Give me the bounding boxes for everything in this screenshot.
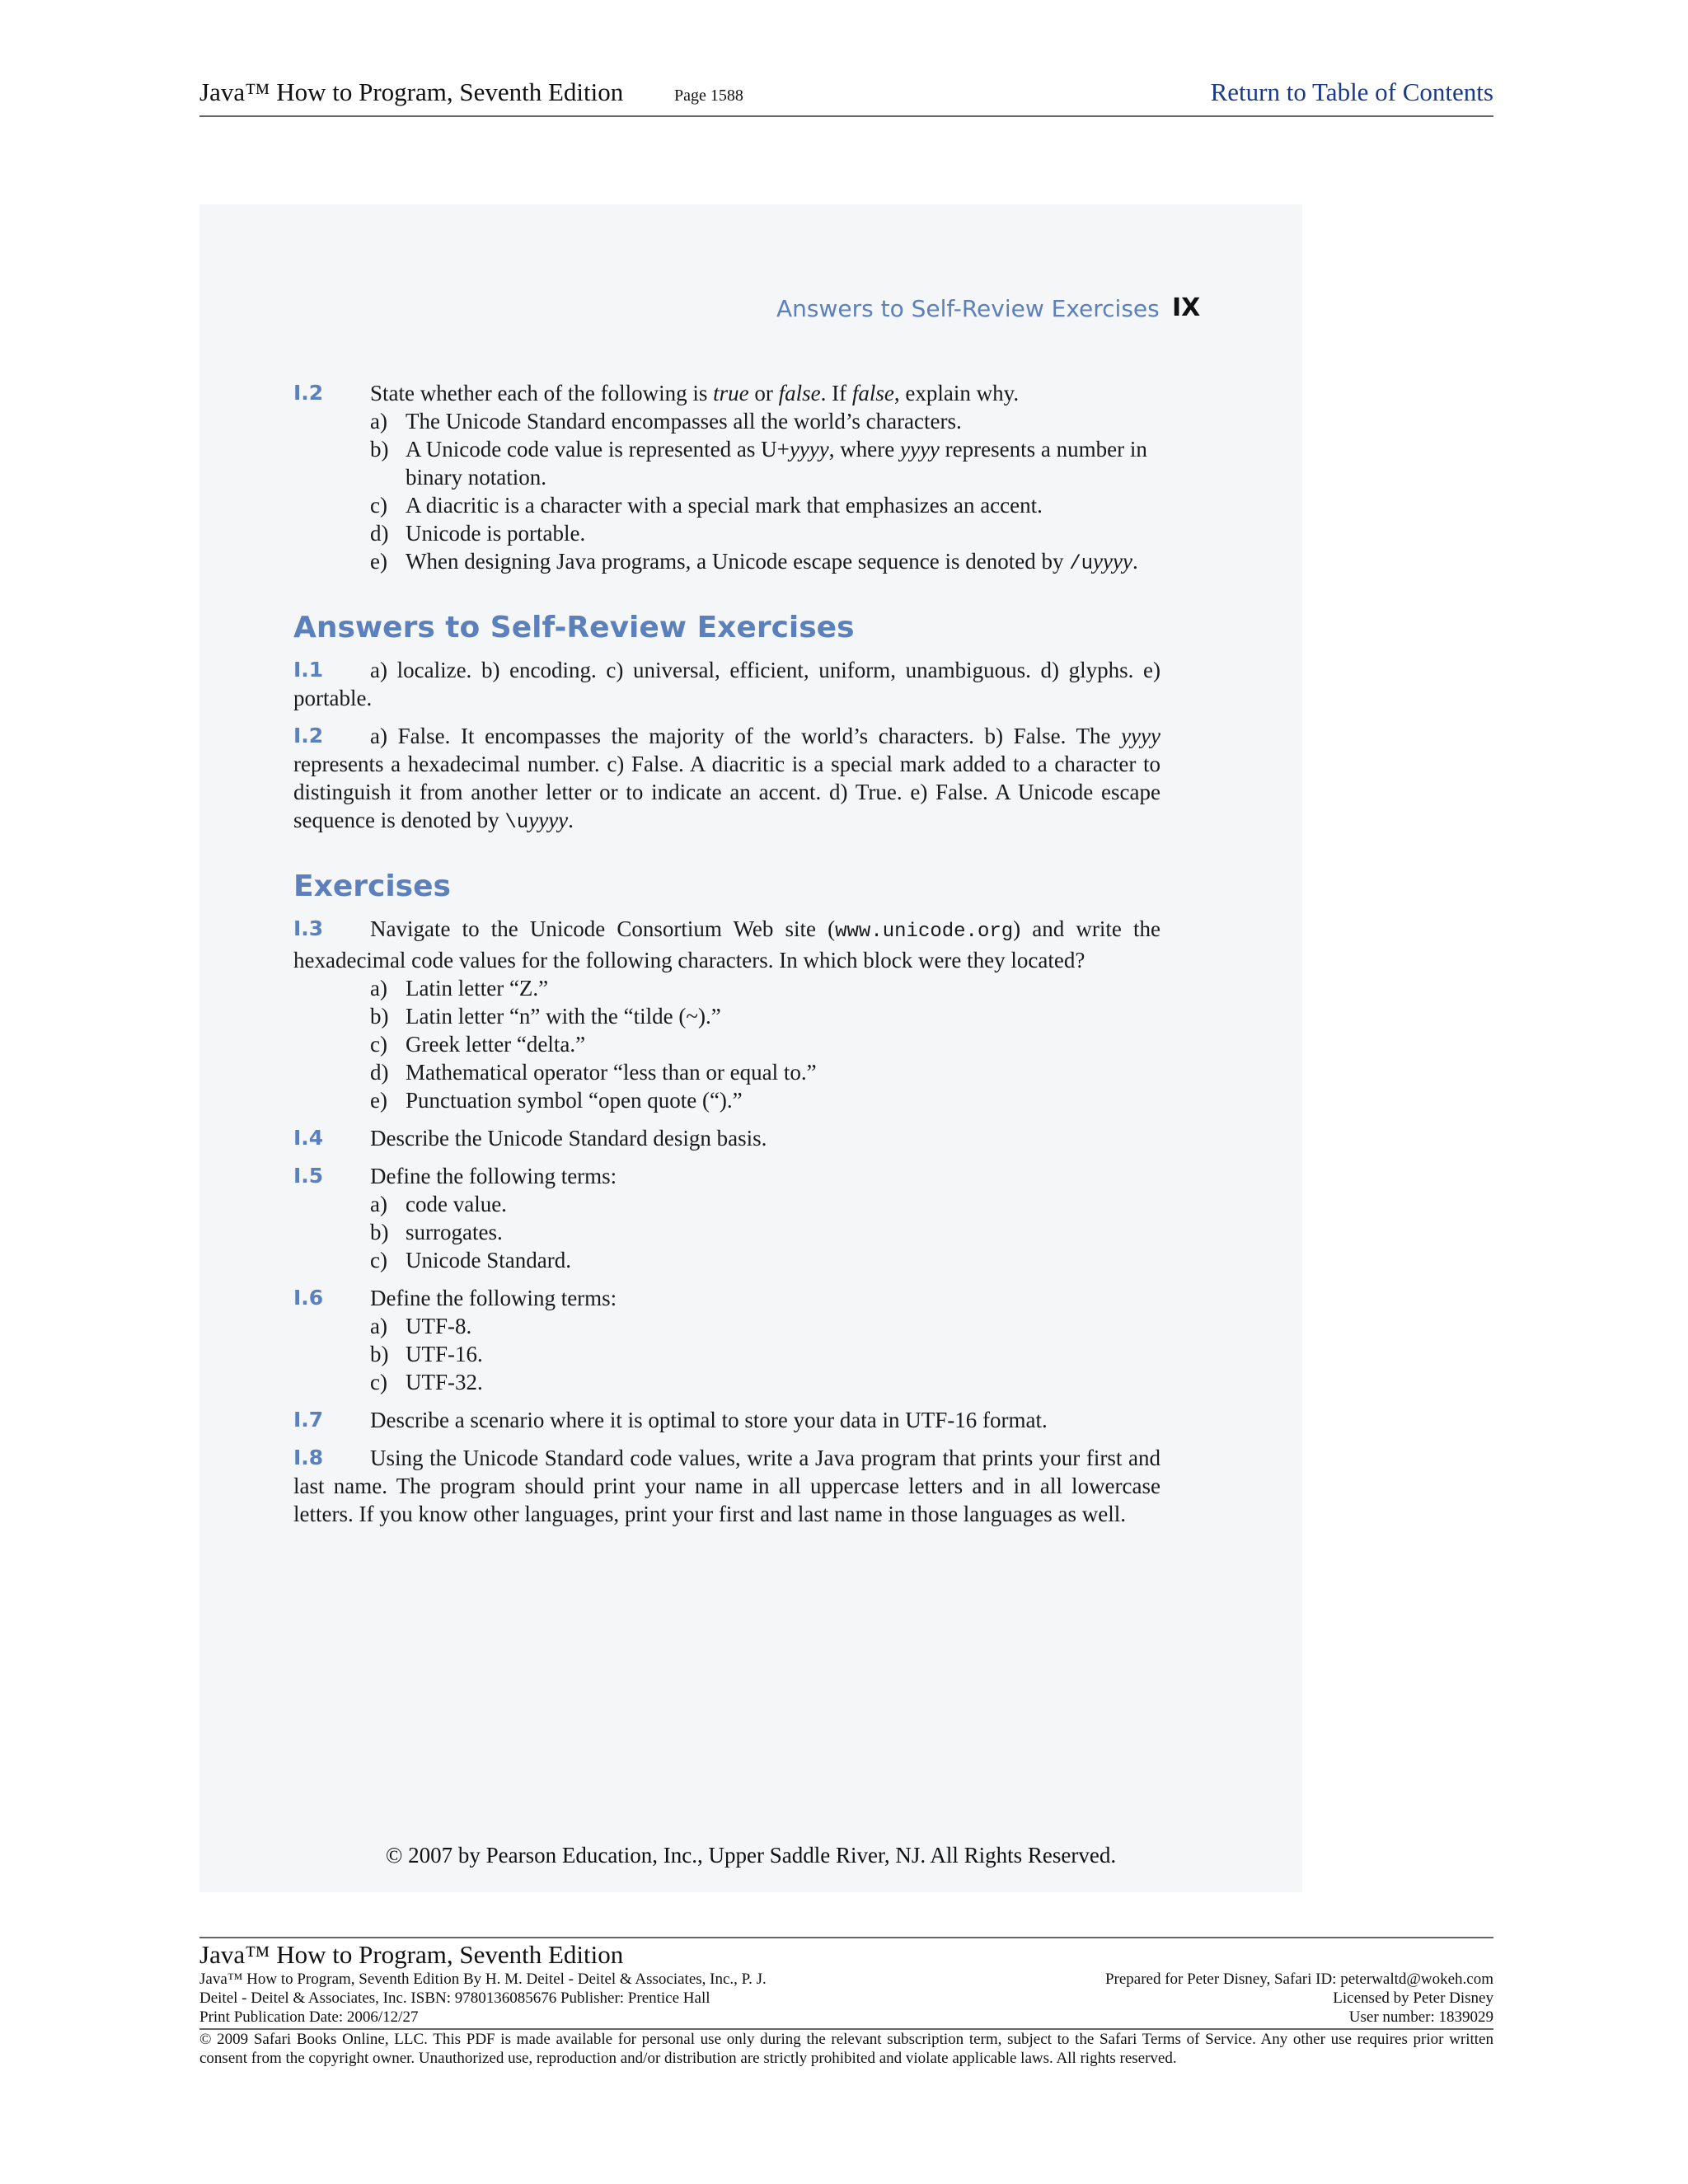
list-item: c) Unicode Standard. <box>370 1248 571 1272</box>
footer-row <box>199 1989 1493 2008</box>
exercise-text: Navigate to the Unicode Consortium Web site (www.unicode.org) and write the hexadecimal code values for the following characters. In which block were they located? <box>293 916 1160 972</box>
page-header <box>199 76 1493 117</box>
list-item: d) Unicode is portable. <box>370 521 586 546</box>
exercise-number: I.2 <box>293 381 324 405</box>
page-footer <box>199 1937 1493 2068</box>
footer-row <box>199 1970 1493 1989</box>
list-item: b) A Unicode code value is represented as U+yyyy, where yyyy represents a number in binary notation. <box>370 437 1147 490</box>
list-item: c) UTF-32. <box>370 1370 483 1394</box>
footer-isbn: Deitel - Deitel & Associates, Inc. ISBN: 9780136085676 Publisher: Prentice Hall <box>199 1990 710 2007</box>
exercise-text: Describe the Unicode Standard design basis. <box>370 1126 767 1151</box>
list-item: e) Punctuation symbol “open quote (“).” <box>370 1088 743 1113</box>
toc-link[interactable]: Return to Table of Contents <box>1210 77 1493 106</box>
exercise-i4 <box>293 1124 1160 1152</box>
list-item: c) Greek letter “delta.” <box>370 1032 586 1057</box>
list-item: b) UTF-16. <box>370 1342 483 1366</box>
exercise-items <box>293 1190 1160 1274</box>
page-content <box>293 379 1160 1538</box>
running-head: Answers to Self-Review Exercises <box>776 295 1160 322</box>
footer-book-info: Java™ How to Program, Seventh Edition By H. M. Deitel - Deitel & Associates, Inc., P. J. <box>199 1971 767 1988</box>
exercise-i8 <box>293 1444 1160 1528</box>
list-item: a) Latin letter “Z.” <box>370 976 549 1001</box>
exercise-number: I.6 <box>293 1286 324 1310</box>
footer-legal: © 2009 Safari Books Online, LLC. This PDF is made available for personal use only during the relevant subscription term, subject to the Safari Terms of Service. Any other use requires prior written consent from the copyright owner. Unauthorized use, reproduction and/or distribution are strictly prohibited and violate applicable laws. All rights reserved. <box>199 2028 1493 2068</box>
footer-prepared-for: Prepared for Peter Disney, Safari ID: peterwaltd@wokeh.com <box>1104 1971 1493 1988</box>
list-item: d) Mathematical operator “less than or equal to.” <box>370 1060 817 1085</box>
exercise-number: I.2 <box>293 724 324 748</box>
list-item: b) surrogates. <box>370 1220 503 1244</box>
exercise-items <box>293 974 1160 1114</box>
exercise-i3 <box>293 915 1160 1114</box>
exercise-number: I.7 <box>293 1408 324 1432</box>
list-item: e) When designing Java programs, a Unicode escape sequence is denoted by /uyyyy. <box>370 549 1138 575</box>
answer-i1 <box>293 656 1160 712</box>
exercises-heading: Exercises <box>293 869 451 903</box>
list-item: b) Latin letter “n” with the “tilde (~).” <box>370 1004 721 1029</box>
exercise-text: Describe a scenario where it is optimal to store your data in UTF-16 format. <box>370 1408 1048 1432</box>
list-item: c) A diacritic is a character with a special mark that emphasizes an accent. <box>370 493 1043 518</box>
exercise-i5 <box>293 1162 1160 1274</box>
book-title: Java™ How to Program, Seventh Edition <box>199 77 624 106</box>
exercise-number: I.5 <box>293 1164 324 1188</box>
exercise-text: Define the following terms: <box>370 1164 617 1188</box>
list-item: a) The Unicode Standard encompasses all the world’s characters. <box>370 409 962 434</box>
footer-user-number: User number: 1839029 <box>1348 2008 1493 2026</box>
exercise-i2 <box>293 379 1160 579</box>
list-item: a) UTF-8. <box>370 1314 472 1338</box>
footer-pub-date: Print Publication Date: 2006/12/27 <box>199 2008 419 2026</box>
footer-row <box>199 2008 1493 2027</box>
exercise-items <box>293 1312 1160 1396</box>
answer-i2 <box>293 722 1160 837</box>
exercise-items <box>293 407 1160 579</box>
footer-licensed-by: Licensed by Peter Disney <box>1333 1990 1493 2007</box>
exercise-text: Using the Unicode Standard code values, write a Java program that prints your first and last name. The program should print your name in all uppercase letters and in all lowercase letters. If you know other languages, print your first and last name in those languages as well. <box>293 1446 1160 1526</box>
book-page <box>199 204 1302 1892</box>
answer-text: a) False. It encompasses the majority of the world’s characters. b) False. The yyyy represents a hexadecimal number. c) False. A diacritic is a special mark added to a character to distinguish it from another letter or to indicate an accent. d) True. e) False. A Unicode escape sequence is denoted by \uyyyy. <box>293 724 1160 834</box>
page-copyright: © 2007 by Pearson Education, Inc., Upper Saddle River, NJ. All Rights Reserved. <box>385 1843 1117 1868</box>
exercise-text: State whether each of the following is true or false. If false, explain why. <box>370 381 1020 405</box>
exercise-i6 <box>293 1284 1160 1396</box>
footer-title: Java™ How to Program, Seventh Edition <box>199 1940 624 1969</box>
exercise-text: Define the following terms: <box>370 1286 617 1310</box>
exercise-number: I.8 <box>293 1446 324 1469</box>
answers-heading: Answers to Self-Review Exercises <box>293 611 855 644</box>
exercise-number: I.4 <box>293 1126 324 1150</box>
list-item: a) code value. <box>370 1192 507 1216</box>
page-number: IX <box>1172 293 1201 322</box>
answer-text: a) localize. b) encoding. c) universal, efficient, uniform, unambiguous. d) glyphs. e) portable. <box>293 658 1160 710</box>
exercise-number: I.3 <box>293 916 324 940</box>
exercise-i7 <box>293 1406 1160 1434</box>
page-label: Page 1588 <box>674 87 743 105</box>
exercise-number: I.1 <box>293 658 324 682</box>
